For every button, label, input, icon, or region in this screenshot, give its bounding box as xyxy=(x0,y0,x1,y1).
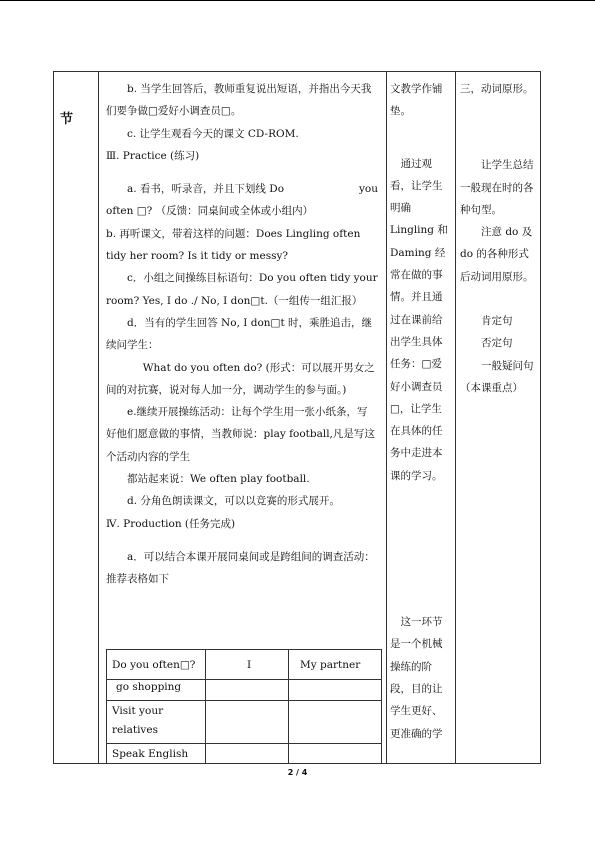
survey-divider-1 xyxy=(205,649,206,764)
notes-p5: 否定句 xyxy=(481,337,513,350)
practice-c: c．小组之间操练目标语句：Do you often tidy your room? Yes, I do ./ No, I don□t.（一组传一组汇报） xyxy=(106,272,378,307)
survey-header-question: Do you often□? xyxy=(112,659,196,671)
intent-p3: 这一环节是一个机械操练的阶段，目的让学生更好、更准确的学 xyxy=(390,616,443,740)
production-a: a．可以结合本课开展同桌间或是跨组间的调查活动：推荐表格如下 xyxy=(106,550,375,586)
notes-p6: 一般疑问句（本课重点） xyxy=(460,359,534,394)
heading-practice: Ⅲ. Practice (练习) xyxy=(106,149,200,162)
step-c: c. 让学生观看今天的课文 CD-ROM. xyxy=(127,127,299,140)
practice-d2: d. 分角色朗读课文，可以以竞赛的形式展开。 xyxy=(127,495,340,508)
survey-row-line-3 xyxy=(106,743,382,744)
notes-column xyxy=(460,78,538,399)
survey-row-label: go shopping xyxy=(116,681,182,693)
practice-b: b. 再听课文，带着这样的问题：Does Lingling often tidy her room? Is it tidy or messy? xyxy=(106,227,361,263)
survey-divider-2 xyxy=(288,649,289,764)
survey-row-label: Speak English xyxy=(112,748,189,760)
section-label: 节 xyxy=(60,112,74,127)
column-divider-2 xyxy=(386,71,387,764)
notes-p3: 注意 do 及 do 的各种形式后动词用原形。 xyxy=(460,226,534,283)
notes-p1: 三，动词原形。 xyxy=(460,83,534,95)
column-divider-3 xyxy=(455,71,456,764)
practice-a-cont: often □? （反馈：同桌间或全体或小组内） xyxy=(106,205,314,218)
survey-row-label: Visit your relatives xyxy=(112,705,164,736)
top-rule xyxy=(0,0,595,1)
survey-header-partner: My partner xyxy=(300,659,361,671)
practice-e: e.继续开展操练活动：让每个学生用一张小纸条，写好他们愿意做的事情，当教师说：play football,凡是写这个活动内容的学生 xyxy=(106,406,375,463)
column-divider-1 xyxy=(98,71,99,764)
practice-d-question: What do you often do? (形式：可以展开男女之间的对抗赛，说对每人加一分，调动学生的参与面。) xyxy=(106,361,375,396)
intent-p1: 文教学作铺垫。 xyxy=(390,83,443,118)
step-b: b. 当学生回答后，教师重复说出短语，并指出今天我们要争做□爱好小调查员□。 xyxy=(106,83,372,118)
notes-p4: 肯定句 xyxy=(481,315,513,328)
intent-p2: 通过观看，让学生明确 Lingling 和 Daming 经常在做的事情。并且通过在课前给出学生具体任务：□爱好小调查员□，让学生在具体的任务中走进本课的学习。 xyxy=(390,157,448,482)
heading-production: Ⅳ. Production (任务完成) xyxy=(106,517,236,530)
page-number: 2 / 4 xyxy=(287,768,308,777)
procedure-column xyxy=(106,78,378,591)
intent-column xyxy=(390,78,450,745)
practice-d: d．当有的学生回答 No, I don□t 时，乘胜追击，继续问学生： xyxy=(106,316,373,352)
survey-header-i: I xyxy=(247,659,252,671)
practice-e-cont: 都站起来说：We often play football. xyxy=(127,473,310,486)
survey-row-line-2 xyxy=(106,700,382,701)
notes-p2: 让学生总结一般现在时的各种句型。 xyxy=(460,159,534,216)
practice-a: a. 看书，听录音，并且下划线 Do you xyxy=(127,183,378,196)
